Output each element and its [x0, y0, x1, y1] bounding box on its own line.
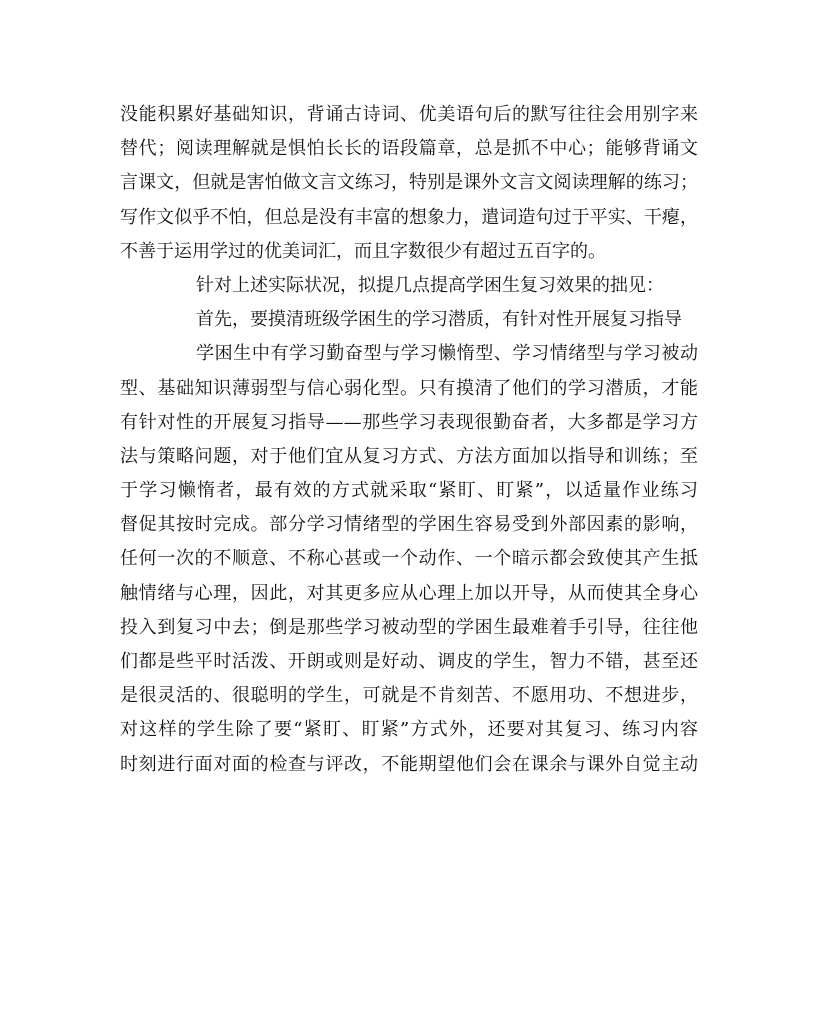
text-line: 没能积累好基础知识，背诵古诗词、优美语句后的默写往往会用别字来: [120, 104, 698, 125]
text-line: 任何一次的不顺意、不称心甚或一个动作、一个暗示都会致使其产生抵: [120, 548, 698, 570]
section-heading: 首先，要摸清班级学困生的学习潜质，有针对性开展复习指导: [196, 309, 682, 331]
text-line: 写作文似乎不怕，但总是没有丰富的想象力，遣词造句过于平实、干瘪，: [120, 206, 698, 228]
text-line: 不善于运用学过的优美词汇，而且字数很少有超过五百字的。: [120, 240, 606, 262]
text-line: 法与策略问题，对于他们宜从复习方式、方法方面加以指导和训练；至: [120, 445, 698, 467]
text-line: 是很灵活的、很聪明的学生，可就是不肯刻苦、不愿用功、不想进步，: [120, 685, 698, 707]
text-line: 于学习懒惰者，最有效的方式就采取“紧盯、盯紧”，以适量作业练习: [120, 480, 698, 502]
text-line: 们都是些平时活泼、开朗或则是好动、调皮的学生，智力不错，甚至还: [120, 651, 698, 672]
body-text: [120, 98, 698, 782]
text-line: 对这样的学生除了要“紧盯、盯紧”方式外，还要对其复习、练习内容: [120, 719, 698, 741]
text-line: 投入到复习中去；倒是那些学习被动型的学困生最难着手引导，往往他: [120, 616, 698, 638]
text-line: 督促其按时完成。部分学习情绪型的学困生容易受到外部因素的影响，: [120, 514, 698, 536]
text-line: 触情绪与心理，因此，对其更多应从心理上加以开导，从而使其全身心: [120, 582, 698, 604]
text-line: 学困生中有学习勤奋型与学习懒惰型、学习情绪型与学习被动: [196, 343, 698, 365]
text-line: 言课文，但就是害怕做文言文练习，特别是课外文言文阅读理解的练习；: [120, 172, 698, 194]
text-line: 有针对性的开展复习指导——那些学习表现很勤奋者，大多都是学习方: [120, 411, 698, 433]
text-line: 替代；阅读理解就是惧怕长长的语段篇章，总是抓不中心；能够背诵文: [120, 138, 698, 160]
paragraph-intro-line: 针对上述实际状况，拟提几点提高学困生复习效果的拙见：: [196, 274, 664, 296]
text-line: 型、基础知识薄弱型与信心弱化型。只有摸清了他们的学习潜质，才能: [120, 377, 698, 399]
text-line: 时刻进行面对面的检查与评改，不能期望他们会在课余与课外自觉主动: [120, 753, 698, 775]
